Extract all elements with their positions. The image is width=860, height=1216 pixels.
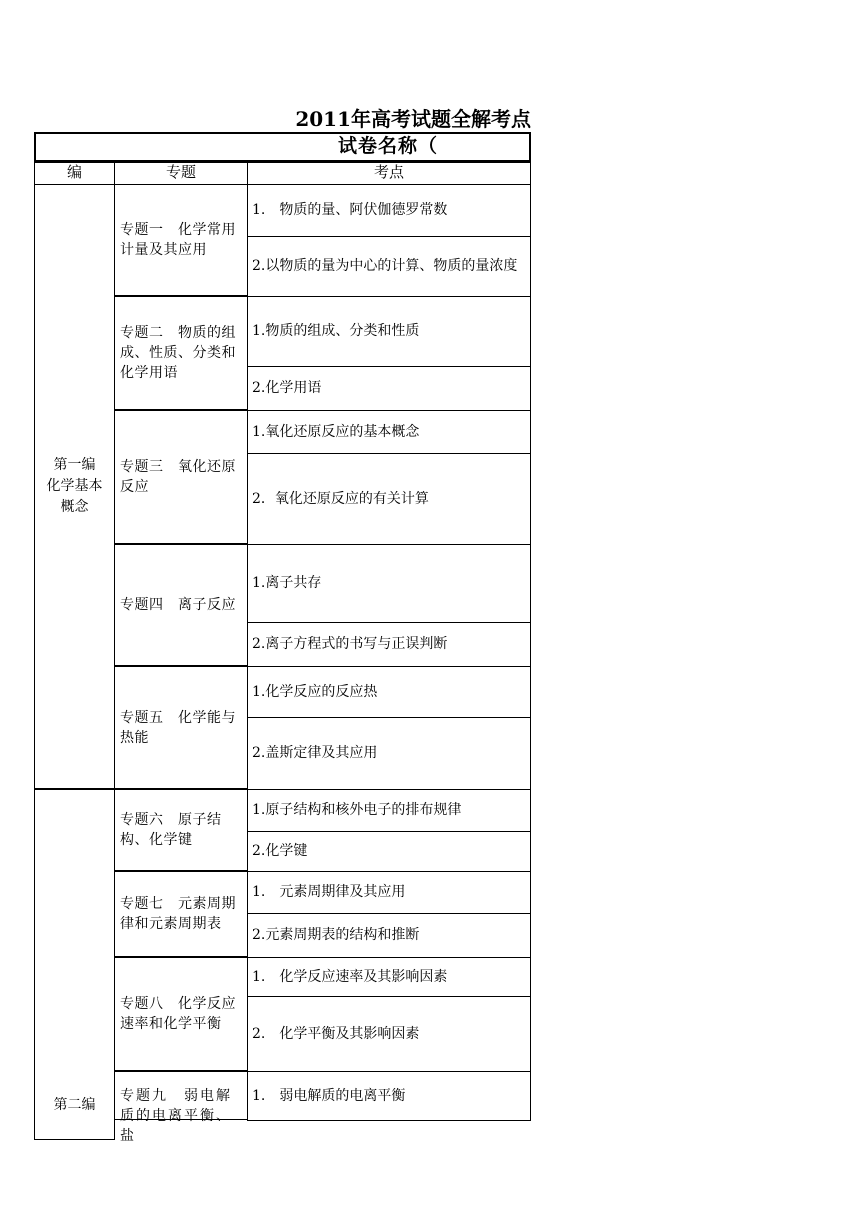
point-cell-text: 2.离子方程式的书写与正误判断	[252, 636, 448, 652]
topic-cell-text: 专题四 离子反应	[120, 597, 236, 613]
point-cell	[247, 957, 531, 997]
topic-cell	[114, 1071, 248, 1144]
header-topic: 专题	[114, 162, 248, 185]
point-cell	[247, 544, 531, 623]
point-cell-text: 1.氧化还原反应的基本概念	[252, 423, 420, 440]
header-part: 编	[34, 162, 115, 185]
point-cell	[247, 666, 531, 718]
point-cell	[247, 871, 531, 914]
topic-cell-text: 专题六 原子结构、化学键	[120, 812, 222, 848]
point-cell-text: 1. 元素周期律及其应用	[252, 884, 406, 900]
point-cell-text: 2.盖斯定律及其应用	[252, 745, 378, 761]
topic-cell	[114, 789, 248, 871]
point-cell-text: 2.化学用语	[252, 380, 322, 396]
point-cell	[247, 453, 531, 545]
topic-cell	[114, 871, 248, 957]
point-cell-text: 2.以物质的量为中心的计算、物质的量浓度	[252, 258, 518, 274]
topic-cell	[114, 184, 248, 296]
topic-cell-text: 专题七 元素周期律和元素周期表	[120, 896, 236, 932]
point-cell-text: 1.原子结构和核外电子的排布规律	[252, 802, 462, 818]
topic-cell-text: 专题一 化学常用计量及其应用	[120, 222, 236, 258]
topic-cell-text: 专题二 物质的组成、性质、分类和化学用语	[120, 325, 236, 381]
point-cell	[247, 913, 531, 958]
topic-cell	[114, 296, 248, 410]
topic-cell	[114, 410, 248, 544]
part-cell-text: 第一编 化学基本 概念	[46, 457, 103, 515]
point-cell	[247, 996, 531, 1072]
point-cell	[247, 296, 531, 367]
topic-cell-text: 专题三 氧化还原反应	[120, 459, 236, 495]
point-cell-text: 1.化学反应的反应热	[252, 683, 378, 700]
topic-cell-text: 专题八 化学反应速率和化学平衡	[120, 996, 236, 1032]
topic-cell-text: 专题五 化学能与热能	[120, 709, 236, 746]
part-cell	[34, 184, 115, 789]
topic-cell	[114, 957, 248, 1071]
point-cell-text: 2．氧化还原反应的有关计算	[252, 490, 429, 507]
point-cell-text: 1.离子共存	[252, 575, 322, 591]
point-cell-text: 1. 物质的量、阿伏伽德罗常数	[252, 202, 448, 218]
point-cell	[247, 1071, 531, 1121]
paper-name-row	[34, 132, 531, 162]
point-cell	[247, 717, 531, 790]
point-cell	[247, 236, 531, 297]
point-cell	[247, 789, 531, 832]
point-cell	[247, 622, 531, 667]
paper-name-label: 试卷名称（	[338, 135, 439, 157]
point-cell-text: 2.元素周期表的结构和推断	[252, 927, 420, 943]
part-cell-text: 第二编	[53, 1097, 96, 1113]
point-cell	[247, 410, 531, 454]
point-cell	[247, 184, 531, 237]
point-cell-text: 2.化学键	[252, 843, 308, 859]
point-cell-text: 1. 化学反应速率及其影响因素	[252, 968, 448, 985]
point-cell-text: 2. 化学平衡及其影响因素	[252, 1025, 420, 1042]
part-cell	[34, 789, 115, 1140]
point-cell	[247, 831, 531, 872]
point-cell	[247, 366, 531, 411]
topic-cell	[114, 666, 248, 789]
header-point: 考点	[247, 162, 531, 185]
topic-cell	[114, 544, 248, 666]
topic-cell-text: 专题九 弱电解质的电离平衡、盐	[120, 1088, 232, 1144]
page-title: 2011年高考试题全解考点	[295, 107, 531, 131]
point-cell-text: 1.物质的组成、分类和性质	[252, 323, 420, 339]
point-cell-text: 1. 弱电解质的电离平衡	[252, 1087, 406, 1104]
